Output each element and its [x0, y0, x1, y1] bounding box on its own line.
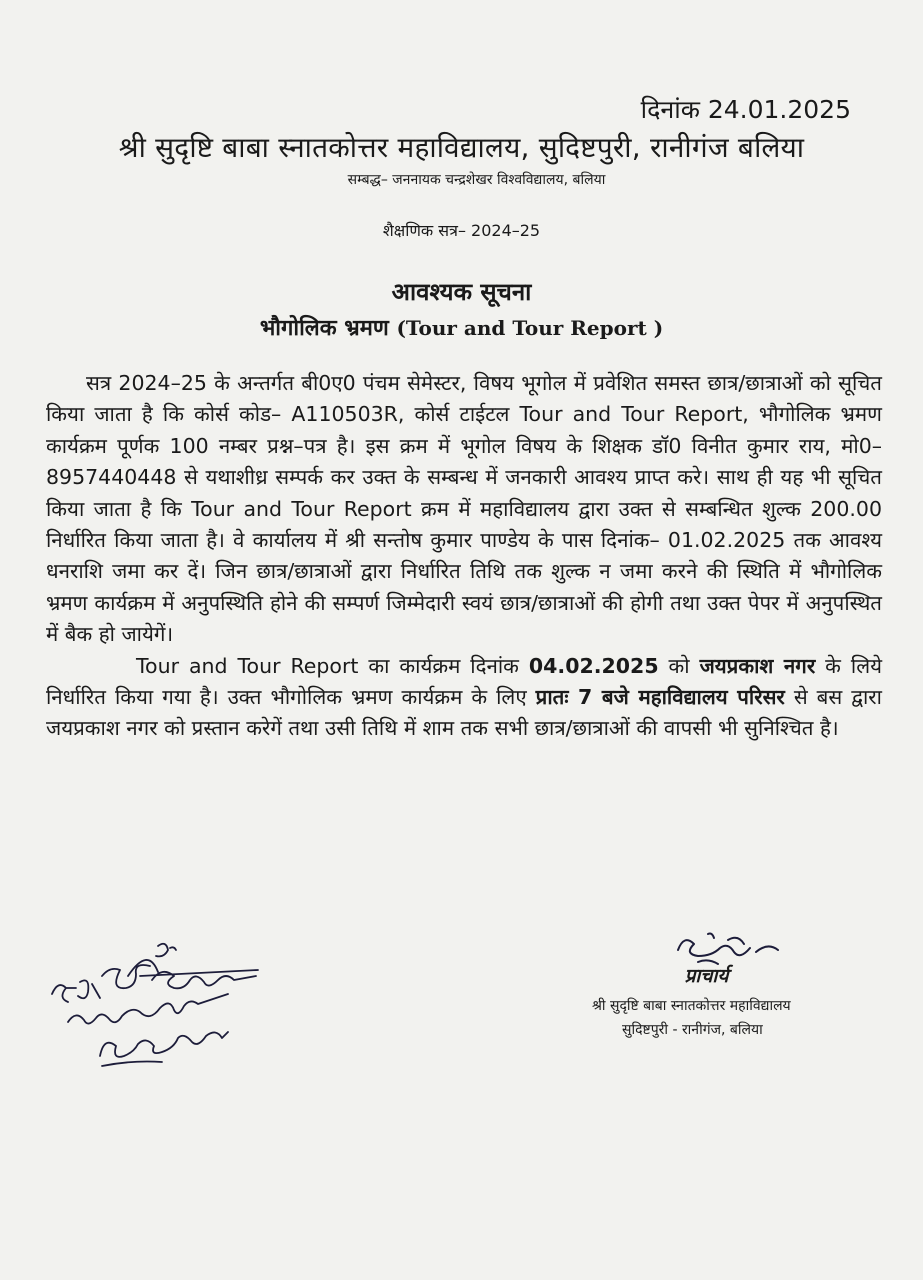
subject-hindi: भौगोलिक भ्रमण	[259, 316, 389, 341]
paragraph-tour-schedule	[46, 651, 882, 745]
p2-part-b: को	[658, 653, 700, 678]
sig-left-text-1: डॉ॰ विनीत कुमार राय	[80, 998, 88, 999]
p2-part-c: के लिये निर्धारित किया गया है। उक्त भौगोलिक भ्रमण कार्यक्रम के लिए	[46, 653, 882, 710]
p2-part-d: से बस द्वारा जयप्रकाश नगर को प्रस्तान करेगें तथा उसी तिथि में शाम तक सभी छात्र/छात्राओं की वापसी भी सुनिश्चित है।	[46, 685, 882, 741]
college-name: श्री सुदृष्टि बाबा स्नातकोत्तर महाविद्यालय, सुदिष्टपुरी, रानीगंज बलिया	[118, 131, 805, 164]
notice-subject	[0, 312, 923, 342]
p2-part-a: Tour and Tour Report का कार्यक्रम दिनांक	[136, 653, 529, 678]
subject-english: (Tour and Tour Report )	[396, 316, 664, 340]
sig-left-text-2: सहायक आचार्य	[80, 1028, 86, 1029]
teacher-signature	[40, 936, 280, 1086]
college-affiliation: सम्बद्ध– जननायक चन्द्रशेखर विश्वविद्यालय, बलिया	[347, 172, 606, 188]
departure-time-place: प्रातः 7 बजे महाविद्यालय परिसर	[535, 685, 785, 710]
tour-destination: जयप्रकाश नगर	[699, 653, 816, 678]
notice-date: दिनांक 24.01.2025	[640, 95, 851, 124]
principal-title: प्राचार्य	[684, 965, 729, 987]
academic-session: शैक्षणिक सत्र– 2024–25	[382, 221, 541, 240]
paragraph-fee-details: सत्र 2024–25 के अन्तर्गत बी0ए0 पंचम सेमेस्टर, विषय भूगोल में प्रवेशित समस्त छात्र/छात्राओं को सूचित किया जाता है कि कोर्स कोड– A110503R, कोर्स टाईटल Tour and Tour Report, भौगोलिक भ्रमण कार्यक्रम पूर्णक 100 नम्बर प्रश्न–पत्र है। इस क्रम में भूगोल विषय के शिक्षक डॉ0 विनीत कुमार राय, मो0– 8957440448 से यथाशीध्र सम्पर्क कर उक्त के सम्बन्ध में जनकारी आवश्य प्राप्त करे। साथ ही यह भी सूचित किया जाता है कि Tour and Tour Report क्रम में महाविद्यालय द्वारा उक्त से सम्बन्धित शुल्क 200.00 निर्धारित किया जाता है। वे कार्यालय में श्री सन्तोष कुमार पाण्डेय के पास दिनांक– 01.02.2025 तक आवश्य धनराशि जमा कर दें। जिन छात्र/छात्राओं द्वारा निर्धारित तिथि तक शुल्क न जमा करने की स्थिति में भौगोलिक भ्रमण कार्यक्रम में अनुपस्थिति होने की सम्पर्ण जिम्मेदारी स्वयं छात्र/छात्राओं की होगी तथा उक्त पेपर में अनुपस्थित में बैक हो जायेगें।	[46, 371, 882, 647]
sig-left-text-3: भूगोल विभाग	[80, 1058, 85, 1059]
college-stamp-line-2: सुदिष्टपुरी - रानीगंज, बलिया	[622, 1022, 763, 1038]
tour-date: 04.02.2025	[528, 653, 659, 678]
notice-body	[46, 368, 882, 745]
notice-title: आवश्यक सूचना	[391, 278, 532, 306]
college-stamp-line-1: श्री सुदृष्टि बाबा स्नातकोत्तर महाविद्यालय	[592, 998, 791, 1014]
